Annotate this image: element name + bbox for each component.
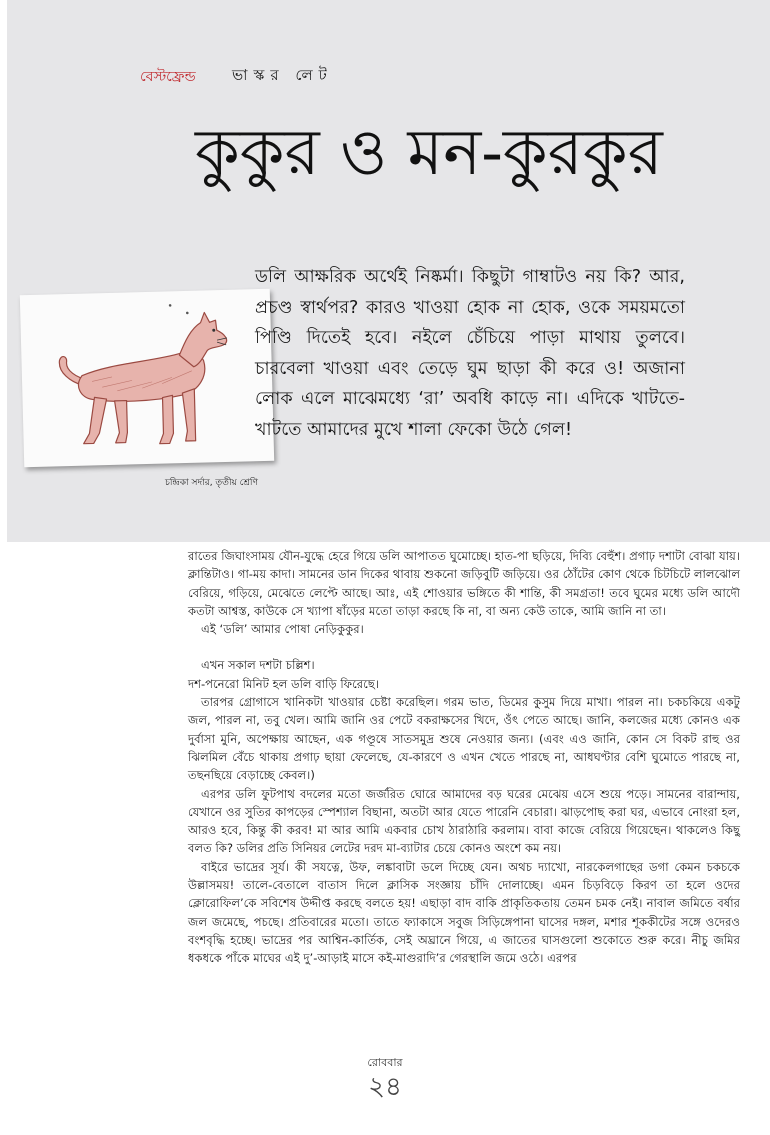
body-paragraph: দশ-পনেরো মিনিট হল ডলি বাড়ি ফিরেছে।	[188, 676, 379, 691]
body-paragraph: এরপর ডলি ফুটপাথ বদলের মতো জর্জরিত ঘোরে আমাদের বড় ঘরের মেঝেয় এসে শুয়ে পড়ে। সামনের বারান্দায়, যেখানে ওর সুতির কাপড়ের স্পেশ্যাল বিছানা, অতটা আর যেতে পারেনি বেচারা। ঝাড়পোছ করা ঘর, এভাবে নোংরা হল, আরও হবে, কিন্তু কী করব! মা আর আমি একবার চোখ ঠারাঠারি করলাম। বাবা কাজে বেরিয়ে গিয়েছেন। থাকলেও কিছু বলত কি? ডলির প্রতি সিনিয়র লেটের দরদ মা-ব্যাটার চেয়ে কোনও অংশে কম নয়।	[188, 786, 740, 856]
author-name: ভাস্কর লেট	[232, 66, 333, 84]
section-kicker: বেস্টফ্রেন্ড	[140, 69, 196, 85]
page-number: ২৪	[368, 1072, 402, 1102]
article-title: কুকুর ও মন-কুরকুর	[195, 116, 663, 190]
body-paragraph: এই ‘ডলি’ আমার পোষা নেড়িকুকুর।	[201, 622, 364, 637]
body-paragraph: এখন সকাল দশটা চল্লিশ।	[201, 658, 315, 673]
body-paragraph: তারপর গ্রোগাসে খানিকটা খাওয়ার চেষ্টা করেছিল। গরম ভাত, ডিমের কুসুম দিয়ে মাখা। পারল না। চকচকিয়ে একটু জল, পারল না, তবু খেল। আমি জানি ওর পেটে বকরাক্ষসের খিদে, ওঁৎ পেতে আছে। জানি, কলজের মধ্যে কোনও এক দুর্বাসা মুনি, অপেক্ষায় আছেন, এক গণ্ডূষে সাতসমুদ্র শুষে নেওয়ার জন্য। (এবং এও জানি, কোন সে বিকট রাহু ওর ঝিলমিল বেঁচে থাকায় প্রগাঢ় ছায়া ফেলেছে, যে-কারণে ও এখন খেতে পারছে না, আধঘণ্টার বেশি ঘুমোতে পারছে না, তছনছিয়ে বেড়াচ্ছে কেবল।)	[188, 695, 740, 783]
lead-paragraph: ডলি আক্ষরিক অর্থেই নিষ্কর্মা। কিছুটা গাম্বাটও নয় কি? আর, প্রচণ্ড স্বার্থপর? কারও খাওয়া হোক না হোক, ওকে সময়মতো পিণ্ডি দিতেই হবে। নইলে চেঁচিয়ে পাড়া মাথায় তুলবে। চারবেলা খাওয়া এবং তেড়ে ঘুম ছাড়া কী করে ও! অজানা লোক এলে মাঝেমধ্যে ‘রা’ অবধি কাড়ে না। এদিকে খাটতে-খাটতে আমাদের মুখে শালা ফেকো উঠে গেল!	[255, 267, 685, 440]
child-drawing-photo	[20, 289, 274, 467]
magazine-name: রোববার	[367, 1056, 403, 1069]
article-body	[188, 547, 740, 968]
body-paragraph: বাইরে ভাদ্রের সূর্য। কী সযত্নে, উফ, লঙ্কাবাটা ডলে দিচ্ছে যেন। অথচ দ্যাখো, নারকেলগাছের ডগা কেমন চকচকে উল্লাসময়! তালে-বেতালে বাতাস দিলে ক্লাসিক সংজ্ঞায় চাঁদি দোলাচ্ছে। এমন চিড়বিড়ে কিরণ তা হলে ওদের ক্লোরোফিল’কে সবিশেষ উদ্দীপ্ত করছে বলতে হয়! এছাড়া বাদ বাকি প্রাকৃতিকতায় তেমন চমক নেই। নাবাল জমিতে বর্ষার জল জমেছে, পচছে। প্রতিবারের মতো। তাতে ফ্যাকাসে সবুজ সিড়িঙ্গেপানা ঘাসের দঙ্গল, মশার শূককীটের সঙ্গে ওদেরও বংশবৃদ্ধি হচ্ছে। ভাদ্রের পর আশ্বিন-কার্তিক, সেই অঘ্রানে গিয়ে, এ জাতের ঘাসগুলো শুকোতে শুরু করে। নীচু জমির ধকধকে পাঁকে মাঘের এই দু’-আড়াই মাসে কই-মাগুরাদি’র গেরস্থালি জমে ওঠে। এরপর	[188, 859, 740, 966]
dog-drawing-icon	[20, 289, 274, 467]
body-paragraph: রাতের জিঘাংসাময় যৌন-যুদ্ধে হেরে গিয়ে ডলি আপাতত ঘুমোচ্ছে। হাত-পা ছড়িয়ে, দিব্যি বেহুঁশ। প্রগাঢ় দশাটা বোঝা যায়। ক্লান্তিটাও। গা-ময় কাদা। সামনের ডান দিকের থাবায় শুকনো জড়িবুটি জড়িয়ে। ওর ঠোঁটের কোণ থেকে চিটচিটে লালঝোল বেরিয়ে, গড়িয়ে, মেঝেতে লেপ্টে আছে। আঃ, এই শোওয়ার ভঙ্গিতে কী শান্তি, কী সমগ্রতা! তবে ঘুমের মধ্যে ডলি আদৌ কতটা আশ্বস্ত, কাউকে সে খ্যাপা ষাঁড়ের মতো তাড়া করছে কি না, বা অন্য কেউ তাকে, আমি জানি না তা।	[188, 549, 740, 618]
drawing-caption: চন্দ্রিকা সর্দার, তৃতীয় শ্রেণি	[165, 478, 258, 488]
